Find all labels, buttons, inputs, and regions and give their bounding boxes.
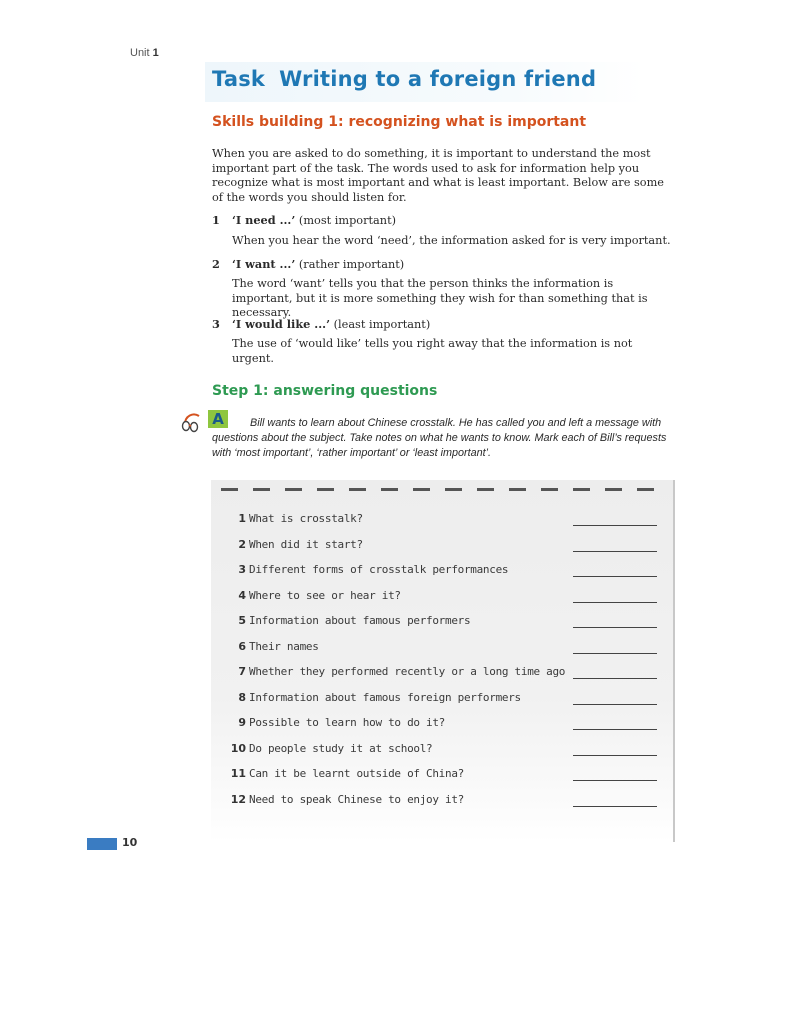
answer-blank[interactable] [573,780,657,781]
page-number: 10 [122,836,138,849]
question-number: 11 [230,767,246,780]
answer-blank[interactable] [573,602,657,603]
answer-blank[interactable] [573,729,657,730]
rule-level: (most important) [298,214,397,227]
question-notepad [211,480,675,842]
question-number: 8 [238,690,246,704]
binding-dash [413,488,430,491]
answer-blank[interactable] [573,576,657,577]
binding-dash [605,488,622,491]
question-text: Information about famous foreign performers [249,690,521,704]
binding-dash [637,488,654,491]
answer-blank[interactable] [573,806,657,807]
unit-word: Unit [130,47,150,59]
answer-blank[interactable] [573,653,657,654]
question-row [211,563,673,585]
binding-dash [477,488,494,491]
question-text: Need to speak Chinese to enjoy it? [249,792,464,806]
activity-instructions: Bill wants to learn about Chinese crosstalk. He has called you and left a message with questions about the subject. Take notes on what he wants to know. Mark each of Bill’s requests with ‘most important’, ‘rather important’ or ‘least important’. [212,417,667,459]
binding-dash [541,488,558,491]
headphones-icon [180,410,206,438]
answer-blank[interactable] [573,704,657,705]
binding-dash [509,488,526,491]
question-row [211,589,673,611]
page-number-bar [87,838,117,850]
rule-phrase: ‘I want ...’ [232,257,296,271]
binding-dash [317,488,334,491]
question-row [211,614,673,636]
page-title [212,67,596,91]
question-text: When did it start? [249,537,363,551]
rule-number: 3 [212,317,220,331]
rule-description: The word ‘want’ tells you that the person thinks the information is important, but it is more something they wish for than something that is necessary. [232,277,648,320]
question-text: Possible to learn how to do it? [249,716,445,729]
question-number: 9 [238,716,246,729]
task-word: Task [212,67,266,91]
step-heading: Step 1: answering questions [212,383,438,399]
binding-dash [285,488,302,491]
question-row [211,742,673,764]
rule-heading [232,317,430,331]
activity-a-badge: A [208,410,228,428]
unit-number: 1 [152,47,159,59]
question-text: Can it be learnt outside of China? [249,767,464,780]
rule-number: 2 [212,257,220,271]
question-number: 4 [238,588,246,602]
question-number: 12 [230,792,246,806]
answer-blank[interactable] [573,678,657,679]
rule-heading [232,213,396,227]
question-row [211,538,673,560]
question-number: 10 [230,741,246,755]
rule-phrase: ‘I would like ...’ [232,317,331,331]
question-text: Do people study it at school? [249,741,433,755]
question-number: 3 [238,563,246,576]
question-number: 7 [238,665,246,678]
rule-phrase: ‘I need ...’ [232,213,296,227]
answer-blank[interactable] [573,525,657,526]
binding-dash [221,488,238,491]
skills-heading: Skills building 1: recognizing what is important [212,114,587,130]
answer-blank[interactable] [573,551,657,552]
rule-number: 1 [212,213,220,227]
rule-heading [232,257,404,271]
title-text: Writing to a foreign friend [279,67,597,91]
rule-description: When you hear the word ‘need’, the information asked for is very important. [232,234,671,247]
question-row [211,512,673,534]
question-number: 2 [238,537,246,551]
binding-dash [445,488,462,491]
notepad-binding [217,488,669,492]
question-number: 1 [238,512,246,525]
question-number: 5 [238,614,246,627]
binding-dash [381,488,398,491]
question-text: Different forms of crosstalk performances [249,563,509,576]
question-row [211,716,673,738]
unit-label [130,47,159,59]
question-text: Where to see or hear it? [249,588,401,602]
question-row [211,640,673,662]
question-row [211,767,673,789]
binding-dash [573,488,590,491]
question-text: Their names [249,639,319,653]
question-row [211,665,673,687]
intro-paragraph: When you are asked to do something, it is important to understand the most important part of the task. The words used to ask for information help you recognize what is most important and what is least important. Below are some of the words you should listen for. [212,147,664,204]
question-text: What is crosstalk? [249,512,363,525]
answer-blank[interactable] [573,627,657,628]
binding-dash [349,488,366,491]
answer-blank[interactable] [573,755,657,756]
binding-dash [253,488,270,491]
rule-level: (least important) [333,318,431,331]
question-text: Information about famous performers [249,614,471,627]
question-number: 6 [238,639,246,653]
question-text: Whether they performed recently or a long time ago [249,665,566,678]
question-row [211,793,673,815]
rule-description: The use of ‘would like’ tells you right away that the information is not urgent. [232,337,633,365]
rule-level: (rather important) [298,258,405,271]
question-row [211,691,673,713]
